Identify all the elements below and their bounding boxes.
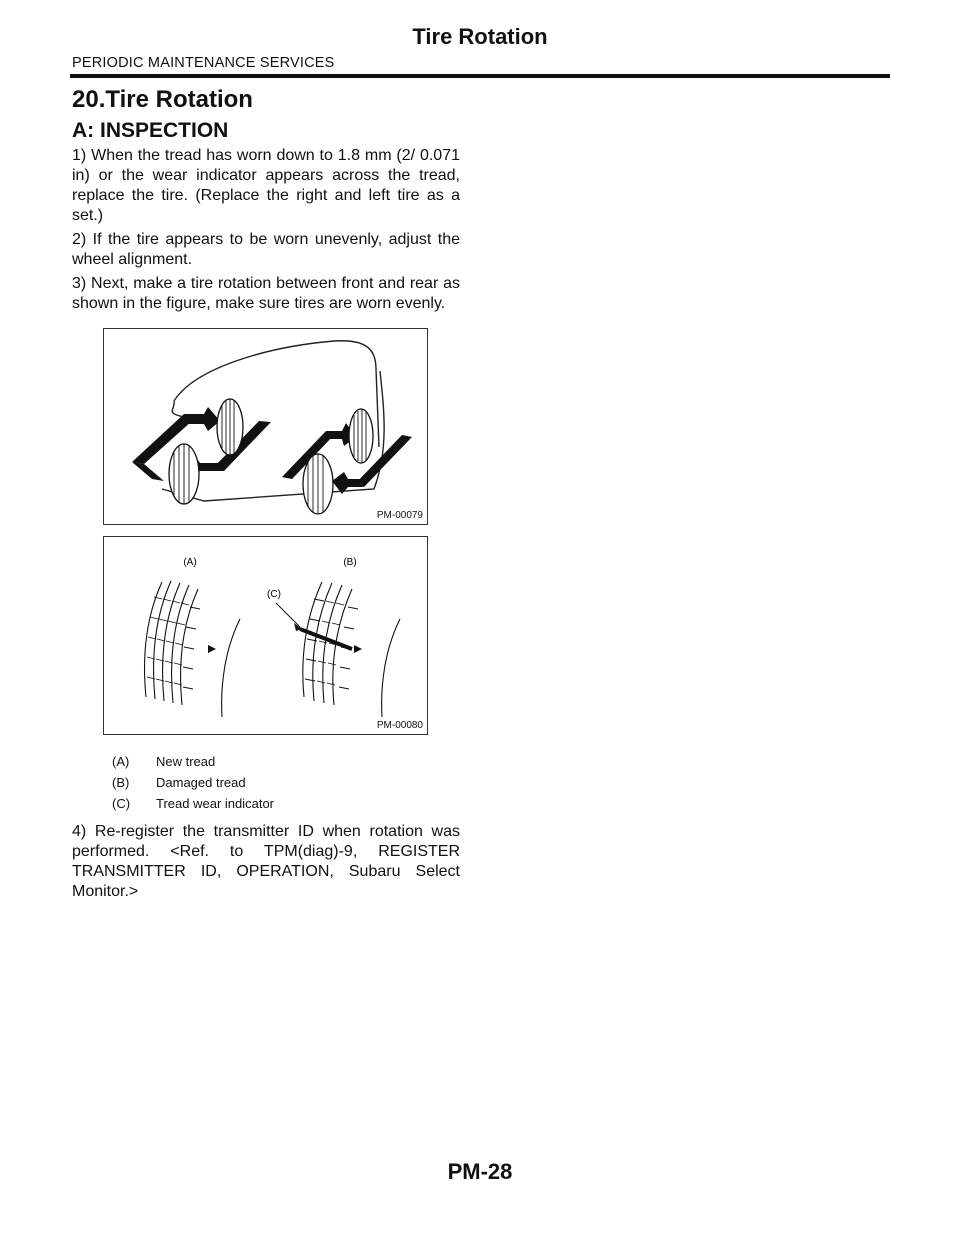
- page-number: PM-28: [447, 1159, 513, 1184]
- step-2: 2) If the tire appears to be worn unevenly, adjust the wheel alignment.: [72, 231, 460, 268]
- header-divider: [70, 74, 890, 78]
- label-b: (B): [343, 557, 357, 568]
- legend-item: [112, 793, 274, 814]
- legend-key: (B): [112, 775, 130, 790]
- section-title: 20.Tire Rotation: [72, 86, 253, 113]
- figure-legend: [112, 751, 274, 814]
- step-3: 3) Next, make a tire rotation between front and rear as shown in the figure, make sure tires are worn evenly.: [72, 275, 460, 312]
- page-header-title: Tire Rotation: [412, 24, 548, 49]
- steps-block-bottom: [72, 822, 460, 906]
- page-header-section: PERIODIC MAINTENANCE SERVICES: [72, 55, 335, 71]
- legend-key: (A): [112, 754, 130, 769]
- figure-code: PM-00080: [376, 720, 423, 731]
- label-c: (C): [267, 589, 281, 600]
- tread-wear-figure: [103, 536, 428, 735]
- subsection-title: A: INSPECTION: [72, 119, 229, 142]
- figure-code: PM-00079: [376, 510, 423, 521]
- legend-key: (C): [112, 796, 131, 811]
- step-4: 4) Re-register the transmitter ID when rotation was performed. <Ref. to TPM(diag)-9, REGISTER TRANSMITTER ID, OPERATION, Subaru Select Monitor.>: [72, 823, 460, 900]
- legend-text: Tread wear indicator: [156, 796, 275, 811]
- legend-item: [112, 751, 274, 772]
- step-1: 1) When the tread has worn down to 1.8 mm (2/ 0.071 in) or the wear indicator appears across the tread, replace the tire. (Replace the right and left tire as a set.): [72, 147, 460, 224]
- tread-wear-illustration: [104, 537, 427, 734]
- legend-item: [112, 772, 274, 793]
- legend-text: Damaged tread: [156, 775, 246, 790]
- steps-block-top: [72, 146, 460, 318]
- tire-rotation-illustration: [104, 329, 427, 524]
- label-a: (A): [183, 557, 197, 568]
- legend-text: New tread: [156, 754, 216, 769]
- tire-rotation-figure: [103, 328, 428, 525]
